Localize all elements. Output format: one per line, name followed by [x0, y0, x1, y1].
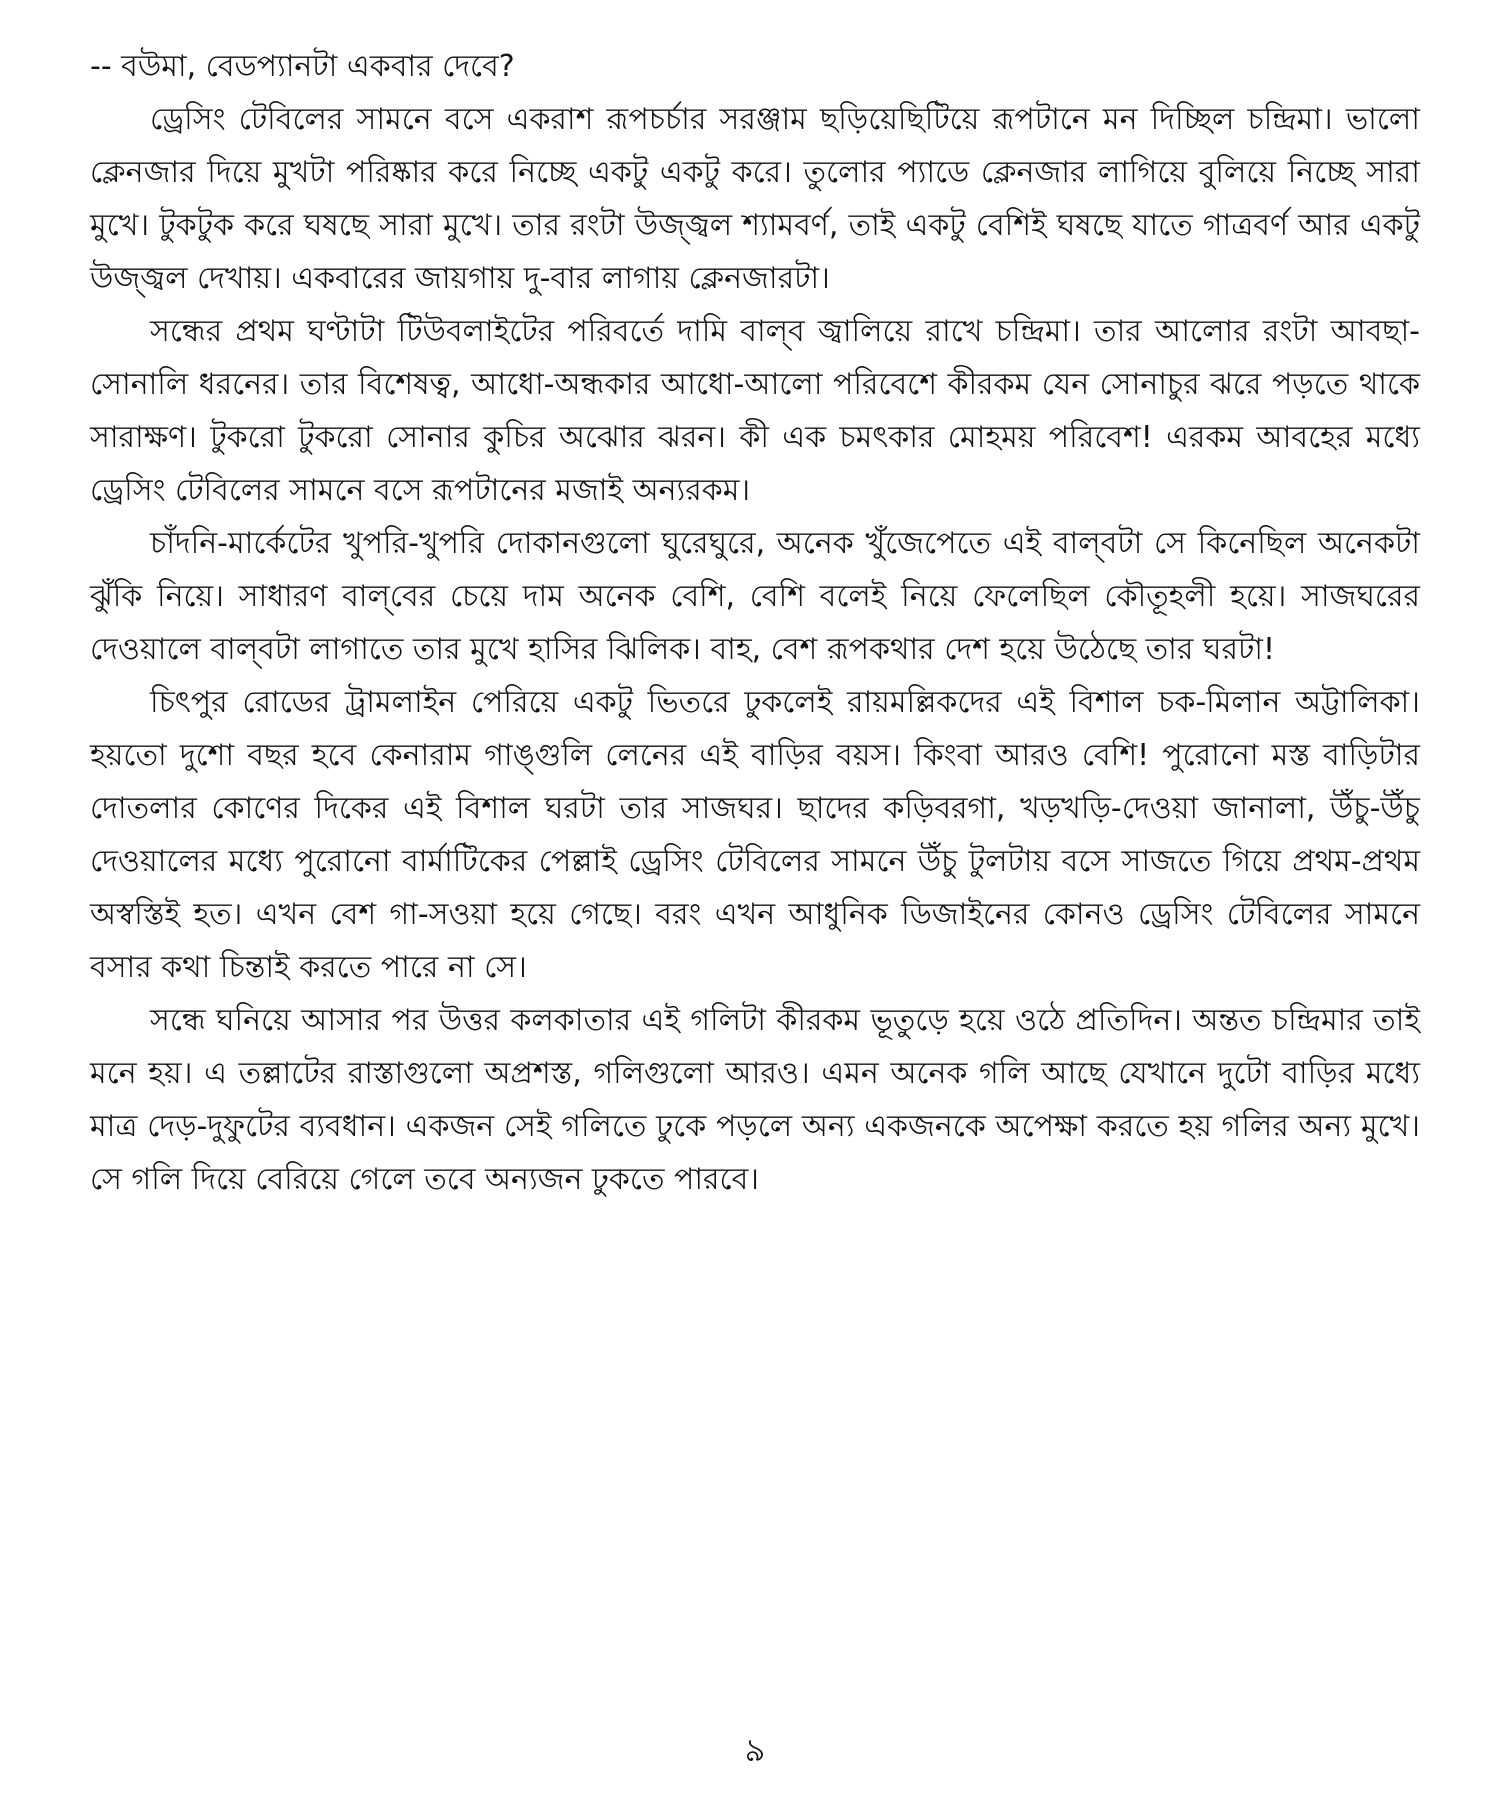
- book-page: [90, 40, 1420, 1780]
- paragraph-dressing-table: ড্রেসিং টেবিলের সামনে বসে একরাশ রূপচর্চার সরঞ্জাম ছড়িয়েছিটিয়ে রূপটানে মন দিচ্ছিল চন্দ্রিমা। ভালো ক্লেনজার দিয়ে মুখটা পরিষ্কার করে নিচ্ছে একটু একটু করে। তুলোর প্যাডে ক্লেনজার লাগিয়ে বুলিয়ে নিচ্ছে সারা মুখে। টুকটুক করে ঘষছে সারা মুখে। তার রংটা উজ্জ্বল শ্যামবর্ণ, তাই একটু বেশিই ঘষছে যাতে গাত্রবর্ণ আর একটু উজ্জ্বল দেখায়। একবারের জায়গায় দু-বার লাগায় ক্লেনজারটা।: [90, 102, 1420, 296]
- paragraph-evening-bulb: সন্ধের প্রথম ঘণ্টাটা টিউবলাইটের পরিবর্তে দামি বাল্‌ব জ্বালিয়ে রাখে চন্দ্রিমা। তার আলোর রংটা আবছা-সোনালি ধরনের। তার বিশেষত্ব, আধো-অন্ধকার আধো-আলো পরিবেশে কীরকম যেন সোনাচুর ঝরে পড়তে থাকে সারাক্ষণ। টুকরো টুকরো সোনার কুচির অঝোর ঝরন। কী এক চমৎকার মোহময় পরিবেশ! এরকম আবহের মধ্যে ড্রেসিং টেবিলের সামনে বসে রূপটানের মজাই অন্যরকম।: [90, 314, 1420, 508]
- paragraph-north-kolkata-lane: সন্ধে ঘনিয়ে আসার পর উত্তর কলকাতার এই গলিটা কীরকম ভূতুড়ে হয়ে ওঠে প্রতিদিন। অন্তত চন্দ্রিমার তাই মনে হয়। এ তল্লাটের রাস্তাগুলো অপ্রশস্ত, গলিগুলো আরও। এমন অনেক গলি আছে যেখানে দুটো বাড়ির মধ্যে মাত্র দেড়-দুফুটের ব্যবধান। একজন সেই গলিতে ঢুকে পড়লে অন্য একজনকে অপেক্ষা করতে হয় গলির অন্য মুখে। সে গলি দিয়ে বেরিয়ে গেলে তবে অন্যজন ঢুকতে পারবে।: [90, 1003, 1420, 1197]
- body-text: [90, 40, 1420, 1206]
- dialogue-line: -- বউমা, বেডপ্যানটা একবার দেবে?: [90, 49, 515, 84]
- paragraph-chandni-market: চাঁদনি-মার্কেটের খুপরি-খুপরি দোকানগুলো ঘুরেঘুরে, অনেক খুঁজেপেতে এই বাল্‌বটা সে কিনেছিল অনেকটা ঝুঁকি নিয়ে। সাধারণ বাল্‌বের চেয়ে দাম অনেক বেশি, বেশি বলেই নিয়ে ফেলেছিল কৌতূহলী হয়ে। সাজঘরের দেওয়ালে বাল্‌বটা লাগাতে তার মুখে হাসির ঝিলিক। বাহ, বেশ রূপকথার দেশ হয়ে উঠেছে তার ঘরটা!: [90, 526, 1420, 667]
- page-number: ৯: [744, 1731, 766, 1769]
- paragraph-chitpur-road: চিৎপুর রোডের ট্রামলাইন পেরিয়ে একটু ভিতরে ঢুকলেই রায়মল্লিকদের এই বিশাল চক-মিলান অট্টালিকা। হয়তো দুশো বছর হবে কেনারাম গাঙ্গুলি লেনের এই বাড়ির বয়স। কিংবা আরও বেশি! পুরোনো মস্ত বাড়িটার দোতলার কোণের দিকের এই বিশাল ঘরটা তার সাজঘর। ছাদের কড়িবরগা, খড়খড়ি-দেওয়া জানালা, উঁচু-উঁচু দেওয়ালের মধ্যে পুরোনো বার্মাটিকের পেল্লাই ড্রেসিং টেবিলের সামনে উঁচু টুলটায় বসে সাজতে গিয়ে প্রথম-প্রথম অস্বস্তিই হত। এখন বেশ গা-সওয়া হয়ে গেছে। বরং এখন আধুনিক ডিজাইনের কোনও ড্রেসিং টেবিলের সামনে বসার কথা চিন্তাই করতে পারে না সে।: [90, 685, 1420, 985]
